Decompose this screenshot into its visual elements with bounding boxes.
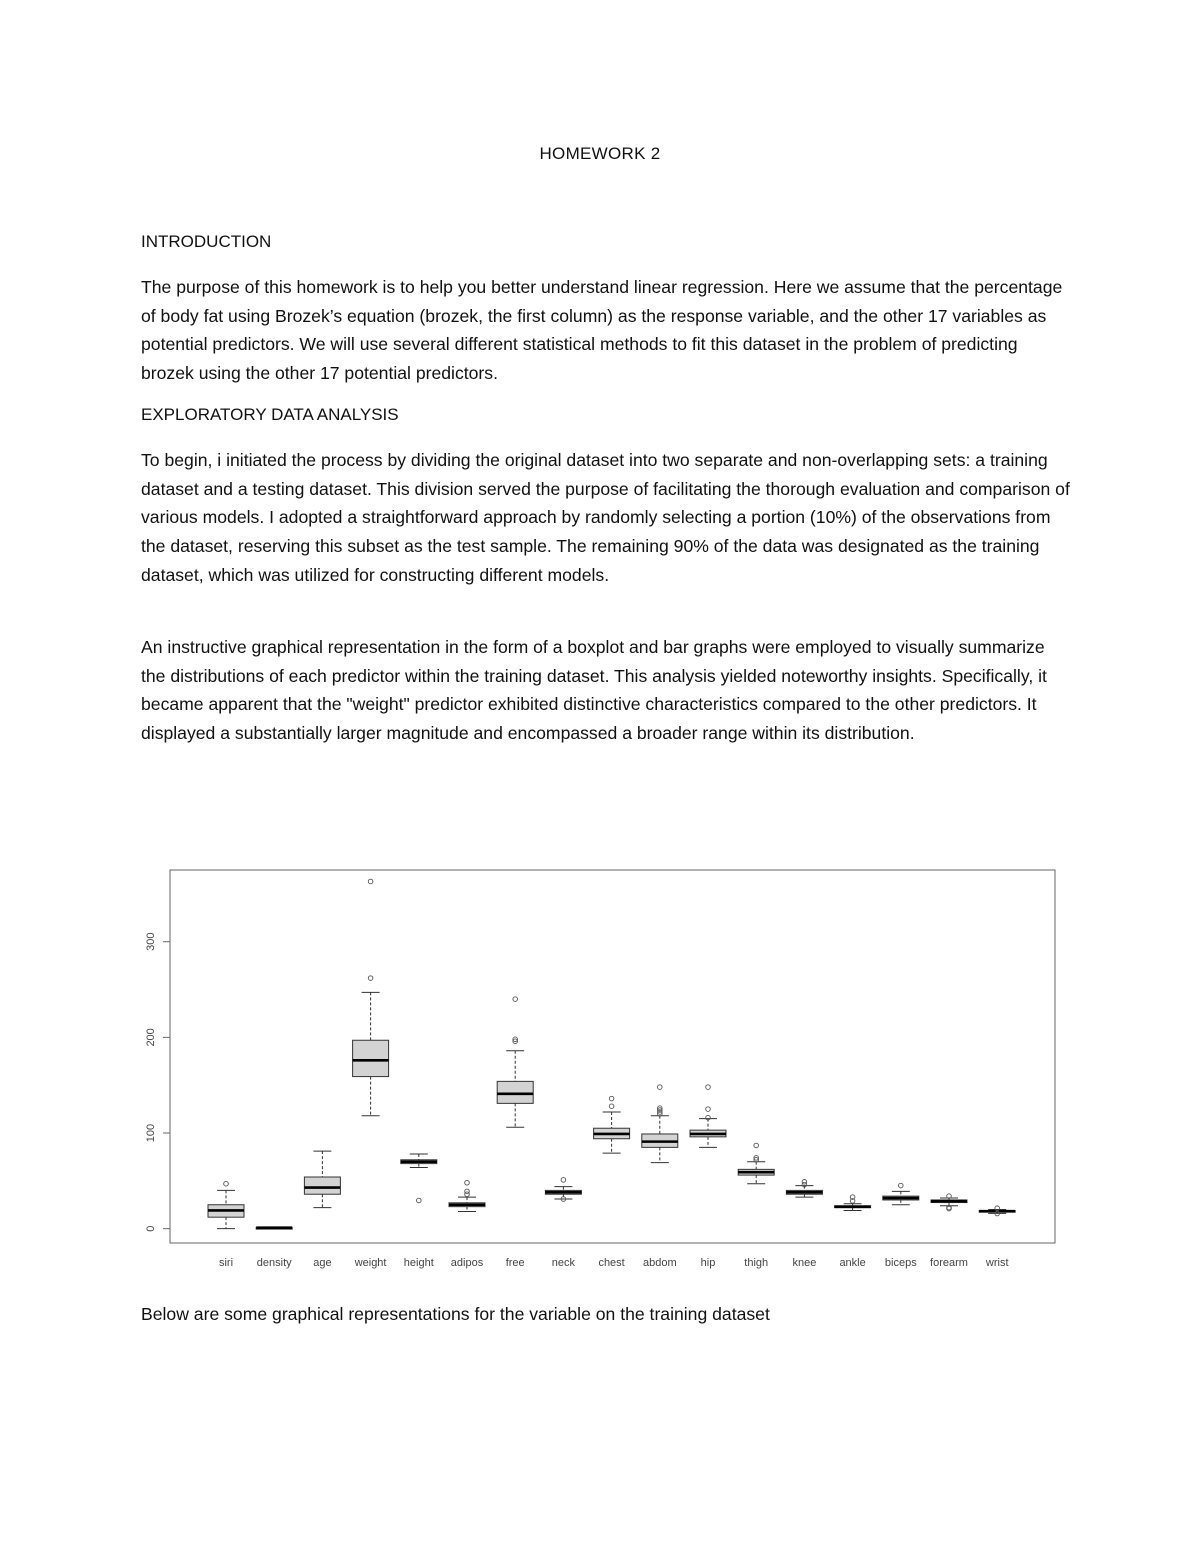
box-weight — [353, 1040, 389, 1076]
eda-paragraph-2: An instructive graphical representation in the form of a boxplot and bar graphs were employed to visually summarize the distributions of each predictor within the training dataset. This analysis yielded noteworthy insights. Specifically, it became apparent that the "weight" predictor exhibited distinctive characteristics compared to the other predictors. It displayed a substantially larger magnitude and encompassed a broader range within its distribution. — [141, 637, 1047, 744]
outlier-point — [706, 1107, 711, 1112]
x-category-label: adipos — [450, 1257, 484, 1269]
outlier-point — [417, 1198, 422, 1203]
outlier-point — [658, 1085, 663, 1090]
document-title: HOMEWORK 2 — [539, 144, 661, 163]
x-category-label: free — [505, 1257, 525, 1269]
y-tick-label: 200 — [145, 1028, 157, 1047]
boxplot-svg — [120, 858, 1070, 1278]
eda-heading: EXPLORATORY DATA ANALYSIS — [141, 405, 399, 424]
outlier-point — [224, 1181, 229, 1186]
x-category-label: hip — [700, 1257, 716, 1269]
plot-frame — [170, 870, 1055, 1243]
x-category-label: density — [256, 1257, 292, 1269]
box-free — [497, 1081, 533, 1103]
x-category-label: thigh — [744, 1257, 769, 1269]
outlier-point — [754, 1143, 759, 1148]
y-tick-label: 0 — [145, 1225, 157, 1232]
eda-paragraph-1: To begin, i initiated the process by dividing the original dataset into two separate and non-overlapping sets: a training dataset and a testing dataset. This division served the purpose of facilitating the thorough evaluation and comparison of various models. I adopted a straightforward approach by randomly selecting a portion (10%) of the observations from the dataset, reserving this subset as the test sample. The remaining 90% of the data was designated as the training dataset, which was utilized for constructing different models. — [141, 450, 1070, 585]
x-category-label: abdom — [642, 1257, 677, 1269]
x-category-label: weight — [354, 1257, 387, 1269]
outlier-point — [465, 1180, 470, 1185]
outlier-point — [368, 976, 373, 981]
y-tick-label: 100 — [145, 1123, 157, 1143]
x-category-label: ankle — [839, 1257, 866, 1269]
x-category-label: wrist — [985, 1257, 1009, 1269]
x-category-label: chest — [598, 1257, 625, 1269]
y-tick-label: 300 — [145, 932, 157, 951]
outlier-point — [802, 1179, 807, 1184]
x-category-label: knee — [792, 1257, 817, 1269]
x-category-label: neck — [551, 1257, 576, 1269]
below-caption: Below are some graphical representations for the variable on the training dataset — [141, 1304, 770, 1324]
outlier-point — [513, 997, 518, 1002]
boxplot-chart — [120, 858, 1070, 1278]
outlier-point — [706, 1085, 711, 1090]
outlier-point — [368, 879, 373, 884]
introduction-paragraph: The purpose of this homework is to help you better understand linear regression. Here we assume that the percentage of body fat using Brozek’s equation (brozek, the first column) as the response variable, and the other 17 variables as potential predictors. We will use several different statistical methods to fit this dataset in the problem of predicting brozek using the other 17 potential predictors. — [141, 277, 1063, 384]
outlier-point — [561, 1178, 566, 1183]
outlier-point — [609, 1104, 614, 1109]
outlier-point — [609, 1096, 614, 1101]
x-category-label: biceps — [884, 1257, 917, 1269]
outlier-point — [465, 1189, 470, 1194]
x-category-label: forearm — [930, 1257, 968, 1269]
outlier-point — [899, 1183, 904, 1188]
introduction-heading: INTRODUCTION — [141, 232, 272, 251]
x-category-label: height — [403, 1257, 434, 1269]
x-category-label: age — [313, 1257, 332, 1269]
x-category-label: siri — [218, 1257, 234, 1269]
box-age — [304, 1177, 340, 1194]
